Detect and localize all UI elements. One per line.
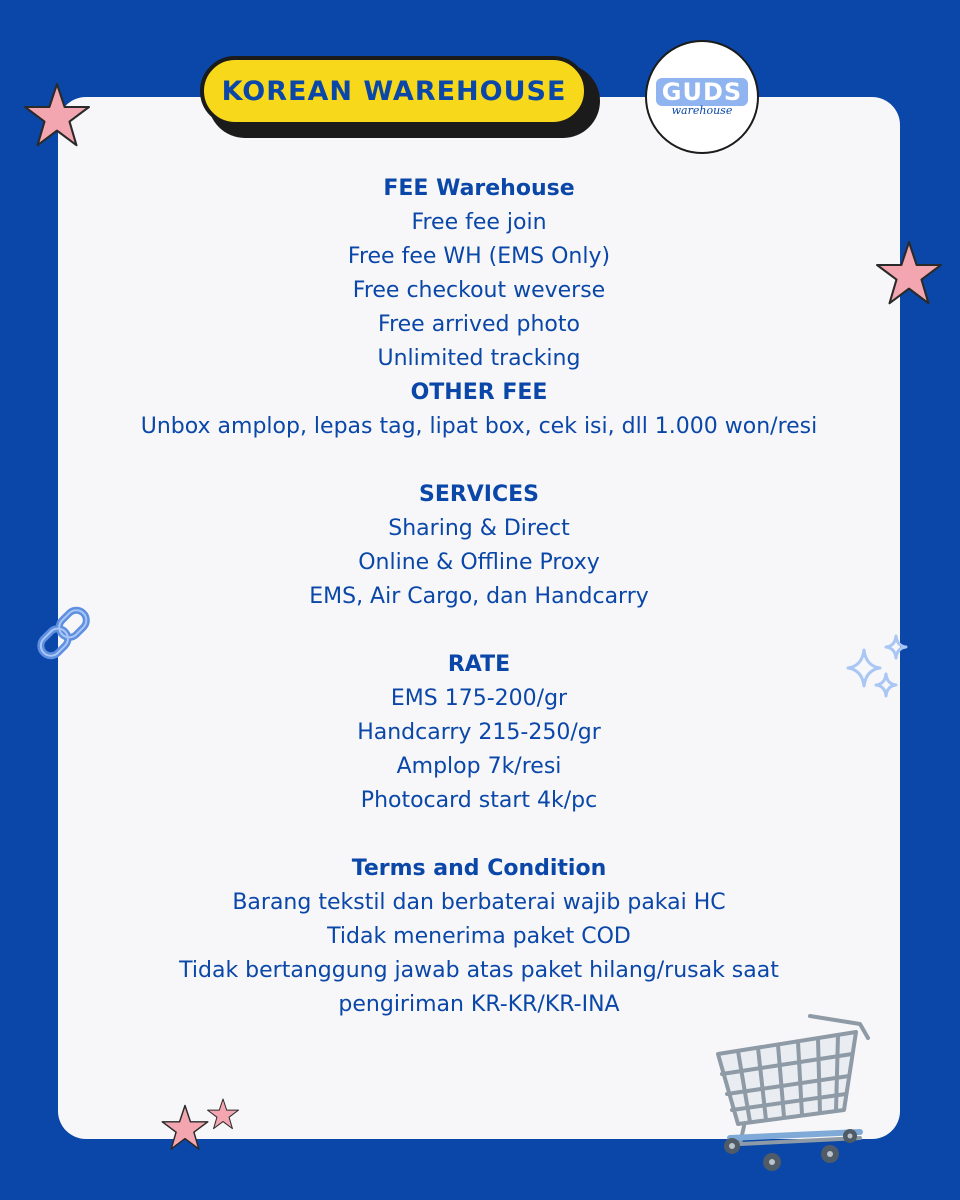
- shopping-cart-icon: [710, 1006, 876, 1176]
- fee-item: Free arrived photo: [378, 312, 580, 337]
- section-title-other-fee: OTHER FEE: [410, 380, 548, 405]
- page-title: KOREAN WAREHOUSE: [221, 75, 567, 107]
- rate-item: EMS 175-200/gr: [390, 686, 568, 711]
- services-item: Online & Offline Proxy: [358, 550, 600, 575]
- fee-item: Unlimited tracking: [377, 346, 581, 371]
- brand-logo: [645, 40, 759, 154]
- star-icon: [22, 82, 92, 148]
- fee-section: [58, 172, 900, 376]
- other-fee-item: Unbox amplop, lepas tag, lipat box, cek isi, dll 1.000 won/resi: [140, 414, 818, 439]
- rate-section: [58, 648, 900, 818]
- star-icon: [874, 240, 944, 306]
- section-title-fee: FEE Warehouse: [383, 176, 575, 201]
- section-title-services: SERVICES: [418, 482, 540, 507]
- fee-item: Free checkout weverse: [352, 278, 606, 303]
- section-title-terms: Terms and Condition: [351, 856, 607, 881]
- fee-item: Free fee WH (EMS Only): [347, 244, 611, 269]
- rate-item: Photocard start 4k/pc: [360, 788, 598, 813]
- fee-item: Free fee join: [411, 210, 547, 235]
- content: [58, 172, 900, 1022]
- sparkle-icon: [842, 632, 912, 702]
- services-section: [58, 478, 900, 614]
- star-icon: [206, 1098, 240, 1130]
- services-item: EMS, Air Cargo, dan Handcarry: [309, 584, 649, 609]
- rate-item: Handcarry 215-250/gr: [357, 720, 601, 745]
- terms-section: [58, 852, 900, 1022]
- logo-sub-text: warehouse: [671, 103, 733, 117]
- star-icon: [160, 1104, 210, 1151]
- terms-item: Tidak menerima paket COD: [327, 924, 631, 949]
- terms-item: Tidak bertanggung jawab atas paket hilang/rusak saat: [179, 958, 779, 983]
- other-fee-section: [58, 376, 900, 444]
- rate-item: Amplop 7k/resi: [396, 754, 562, 779]
- terms-item: pengiriman KR-KR/KR-INA: [338, 992, 620, 1017]
- section-title-rate: RATE: [447, 652, 511, 677]
- link-icon: [28, 598, 102, 668]
- services-item: Sharing & Direct: [388, 516, 570, 541]
- title-badge: [200, 56, 588, 126]
- terms-item: Barang tekstil dan berbaterai wajib pakai HC: [232, 890, 726, 915]
- logo-main-text: GUDS: [656, 78, 748, 106]
